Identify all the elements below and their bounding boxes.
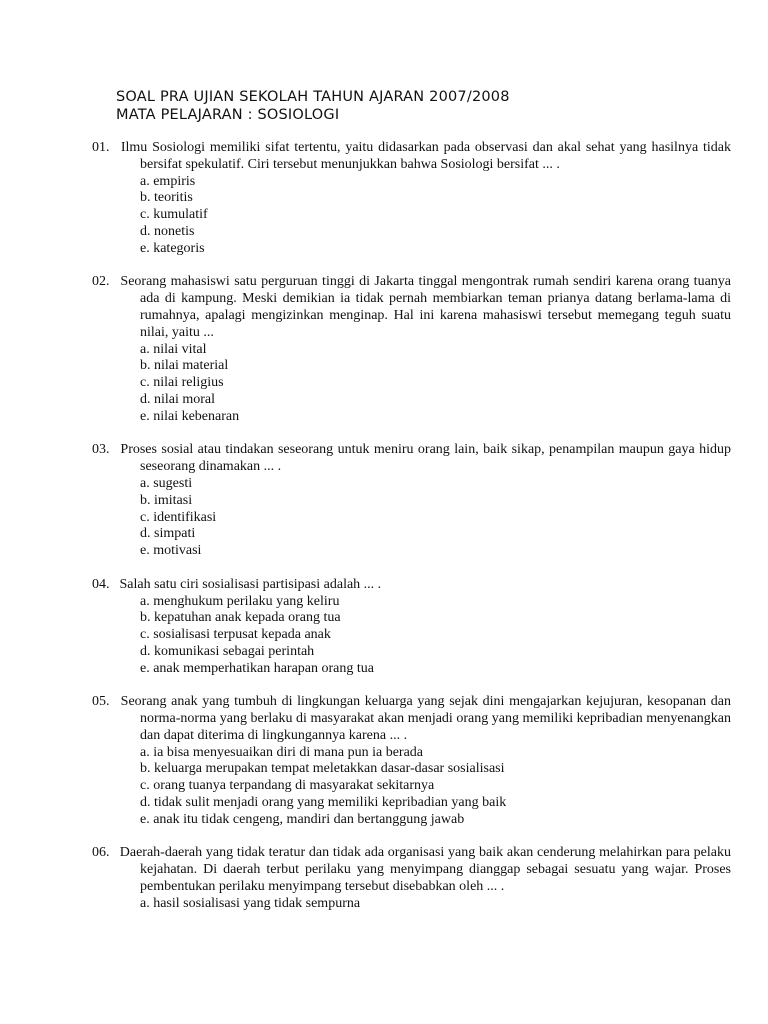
question-02 xyxy=(92,274,731,425)
option-b: b. nilai material xyxy=(140,358,229,374)
option-a: a. empiris xyxy=(140,173,196,189)
question-list xyxy=(92,140,732,929)
question-06 xyxy=(92,845,732,912)
option-a: a. hasil sosialisasi yang tidak sempurna xyxy=(140,895,361,911)
option-list xyxy=(116,174,731,258)
header-subject: MATA PELAJARAN : SOSIOLOGI xyxy=(116,107,340,123)
option-list xyxy=(116,594,731,678)
option-e: e. anak memperhatikan harapan orang tua xyxy=(140,660,375,676)
option-c: c. nilai religius xyxy=(140,375,224,391)
document-header xyxy=(116,88,510,124)
question-stem: 06. Daerah-daerah yang tidak teratur dan tidak ada organisasi yang baik akan cenderung melahirkan para pelaku kejahatan. Di daerah terbut perilaku yang menyimpang dianggap sebagai sesuatu yang wajar. Proses pembentukan perilaku menyimpang tersebut disebabkan oleh ... . xyxy=(92,845,732,895)
option-e: e. nilai kebenaran xyxy=(140,408,240,424)
option-a: a. nilai vital xyxy=(140,341,207,357)
option-a: a. sugesti xyxy=(140,475,193,491)
question-04 xyxy=(92,576,731,678)
option-list xyxy=(116,896,731,913)
option-c: c. kumulatif xyxy=(140,207,208,223)
option-c: c. sosialisasi terpusat kepada anak xyxy=(140,627,331,643)
option-d: d. tidak sulit menjadi orang yang memiliki kepribadian yang baik xyxy=(140,795,507,811)
option-c: c. identifikasi xyxy=(140,509,217,525)
question-text: Seorang anak yang tumbuh di lingkungan keluarga yang sejak dini mengajarkan kejujuran, kesopanan dan norma-norma yang berlaku di masyarakat akan menjadi orang yang memiliki kepribadian menyenangkan dan dapat diterima di lingkungannya karena ... . xyxy=(120,694,731,743)
question-stem: 05. Seorang anak yang tumbuh di lingkungan keluarga yang sejak dini mengajarkan kejujuran, kesopanan dan norma-norma yang berlaku di masyarakat akan menjadi orang yang memiliki kepribadian menyenangkan dan dapat diterima di lingkungannya karena ... . xyxy=(92,694,731,743)
question-text: Proses sosial atau tindakan seseorang untuk meniru orang lain, baik sikap, penampilan maupun gaya hidup seseorang dinamakan ... . xyxy=(120,442,731,475)
question-03 xyxy=(92,442,731,560)
option-a: a. menghukum perilaku yang keliru xyxy=(140,593,340,609)
question-stem: 01. Ilmu Sosiologi memiliki sifat tertentu, yaitu didasarkan pada observasi dan akal sehat yang hasilnya tidak bersifat spekulatif. Ciri tersebut menunjukkan bahwa Sosiologi bersifat ... . xyxy=(92,140,731,172)
option-d: d. nilai moral xyxy=(140,391,216,407)
question-stem: 04. Salah satu ciri sosialisasi partisipasi adalah ... . xyxy=(92,576,382,592)
option-list xyxy=(116,476,731,560)
option-e: e. motivasi xyxy=(140,543,202,559)
option-b: b. kepatuhan anak kepada orang tua xyxy=(140,610,341,626)
question-stem: 03. Proses sosial atau tindakan seseorang untuk meniru orang lain, baik sikap, penampilan maupun gaya hidup seseorang dinamakan ... . xyxy=(92,442,731,475)
header-title: SOAL PRA UJIAN SEKOLAH TAHUN AJARAN 2007/2008 xyxy=(116,89,510,105)
option-list xyxy=(116,745,731,829)
option-list xyxy=(116,342,731,426)
option-d: d. simpati xyxy=(140,526,196,542)
question-text: Seorang mahasiswi satu perguruan tinggi di Jakarta tinggal mengontrak rumah sendiri karena orang tuanya ada di kampung. Meski demikian ia tidak pernah membiarkan teman prianya datang berlama-lama di rumahnya, apalagi mengizinkan menginap. Hal ini karena mahasiswi tersebut memegang teguh suatu nilai, yaitu ... xyxy=(120,274,731,340)
option-e: e. anak itu tidak cengeng, mandiri dan bertanggung jawab xyxy=(140,811,465,827)
question-text: Daerah-daerah yang tidak teratur dan tidak ada organisasi yang baik akan cenderung melahirkan para pelaku kejahatan. Di daerah terbut perilaku yang menyimpang dianggap sebagai sesuatu yang wajar. Proses pembentukan perilaku menyimpang tersebut disebabkan oleh ... . xyxy=(119,845,732,895)
option-b: b. imitasi xyxy=(140,492,193,508)
question-text: Ilmu Sosiologi memiliki sifat tertentu, yaitu didasarkan pada observasi dan akal sehat yang hasilnya tidak bersifat spekulatif. Ciri tersebut menunjukkan bahwa Sosiologi bersifat ... . xyxy=(120,140,731,172)
option-d: d. nonetis xyxy=(140,223,195,239)
question-stem: 02. Seorang mahasiswi satu perguruan tinggi di Jakarta tinggal mengontrak rumah sendiri karena orang tuanya ada di kampung. Meski demikian ia tidak pernah membiarkan teman prianya datang berlama-lama di rumahnya, apalagi mengizinkan menginap. Hal ini karena mahasiswi tersebut memegang teguh suatu nilai, yaitu ... xyxy=(92,274,731,340)
option-b: b. teoritis xyxy=(140,190,193,206)
option-a: a. ia bisa menyesuaikan diri di mana pun ia berada xyxy=(140,744,424,760)
option-d: d. komunikasi sebagai perintah xyxy=(140,643,315,659)
option-b: b. keluarga merupakan tempat meletakkan dasar-dasar sosialisasi xyxy=(140,761,505,777)
option-c: c. orang tuanya terpandang di masyarakat sekitarnya xyxy=(140,778,435,794)
question-01 xyxy=(92,140,731,258)
question-05 xyxy=(92,694,731,828)
question-text: Salah satu ciri sosialisasi partisipasi adalah ... . xyxy=(119,576,382,592)
option-e: e. kategoris xyxy=(140,240,205,256)
